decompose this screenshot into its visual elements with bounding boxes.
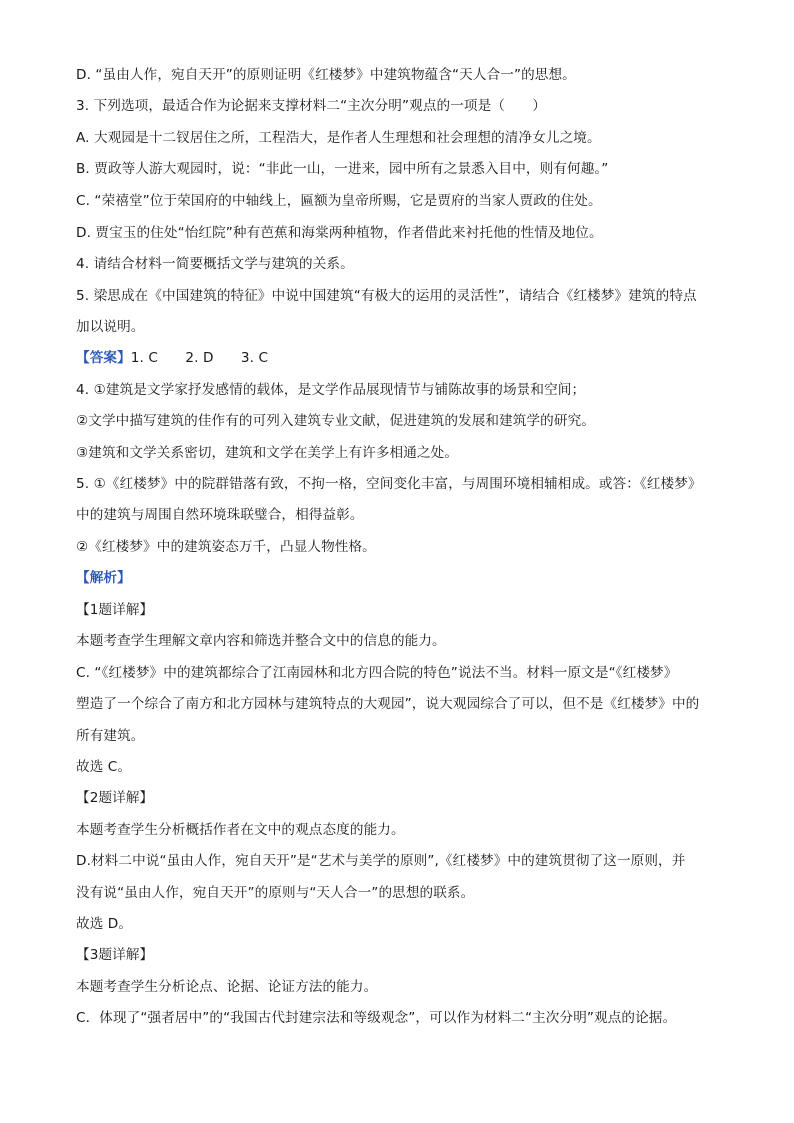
- option-c-q3: C. “荣禧堂”位于荣国府的中轴线上，匾额为皇帝所赐，它是贾府的当家人贾政的住处。: [76, 193, 602, 209]
- option-b-q3: B. 贾政等人游大观园时，说：“非此一山，一进来，园中所有之景悉入目中，则有何趣。”: [76, 161, 609, 177]
- detail-3-body-1: C．体现了“强者居中”的“我国古代封建宗法和等级观念”，可以作为材料二“主次分明”观点的论据。: [76, 1010, 677, 1026]
- option-d-q2: D. “虽由人作，宛自天开”的原则证明《红楼梦》中建筑物蕴含“天人合一”的思想。: [76, 67, 576, 83]
- detail-1-body-3: 所有建筑。: [76, 728, 145, 744]
- answer-tag: 【答案】: [76, 350, 131, 366]
- analysis-tag: 【解析】: [76, 570, 131, 586]
- detail-heading-2: 【2题详解】: [76, 790, 154, 806]
- answer-5-point-2: ②《红楼梦》中的建筑姿态万千，凸显人物性格。: [76, 539, 376, 555]
- analysis-line: [76, 568, 726, 588]
- detail-1-intro: 本题考查学生理解文章内容和筛选并整合文中的信息的能力。: [76, 633, 446, 649]
- answer-5-point-1-cont: 中的建筑与周围自然环境珠联璧合，相得益彰。: [76, 507, 364, 523]
- option-d-q3: D. 贾宝玉的住处“怡红院”种有芭蕉和海棠两种植物，作者借此来衬托他的性情及地位。: [76, 225, 603, 241]
- detail-heading-3: 【3题详解】: [76, 947, 154, 963]
- option-a-q3: A. 大观园是十二钗居住之所，工程浩大，是作者人生理想和社会理想的清净女儿之境。: [76, 130, 601, 146]
- detail-2-intro: 本题考查学生分析概括作者在文中的观点态度的能力。: [76, 822, 405, 838]
- answer-5-point-1: 5. ①《红楼梦》中的院群错落有致，不拘一格，空间变化丰富，与周围环境相辅相成。或答：《红楼梦》: [76, 476, 702, 492]
- detail-1-body-2: 塑造了一个综合了南方和北方园林与建筑特点的大观园”，说大观园综合了可以，但不是《红楼梦》中的: [76, 696, 700, 712]
- detail-2-conclusion: 故选 D。: [76, 916, 133, 932]
- answer-line: [76, 348, 726, 368]
- question-4: 4. 请结合材料一简要概括文学与建筑的关系。: [76, 256, 354, 272]
- question-3: 3. 下列选项，最适合作为论据来支撑材料二“主次分明”观点的一项是（ ）: [76, 98, 547, 114]
- answer-4-point-2: ②文学中描写建筑的佳作有的可列入建筑专业文献，促进建筑的发展和建筑学的研究。: [76, 413, 595, 429]
- detail-3-intro: 本题考查学生分析论点、论据、论证方法的能力。: [76, 979, 378, 995]
- detail-1-body-1: C. “《红楼梦》中的建筑都综合了江南园林和北方四合院的特色”说法不当。材料一原文是“《红楼梦》: [76, 665, 678, 681]
- answer-4-point-3: ③建筑和文学关系密切，建筑和文学在美学上有许多相通之处。: [76, 445, 459, 461]
- detail-1-conclusion: 故选 C。: [76, 759, 132, 775]
- question-5-cont: 加以说明。: [76, 319, 145, 335]
- answer-4-point-1: 4. ①建筑是文学家抒发感情的载体，是文学作品展现情节与铺陈故事的场景和空间；: [76, 382, 586, 398]
- answer-text: 1. C 2. D 3. C: [130, 350, 269, 366]
- question-5: 5. 梁思成在《中国建筑的特征》中说中国建筑“有极大的运用的灵活性”，请结合《红楼梦》建筑的特点: [76, 288, 697, 304]
- detail-2-body-1: D.材料二中说“虽由人作，宛自天开”是“艺术与美学的原则”,《红楼梦》中的建筑贯彻了这一原则，并: [76, 853, 686, 869]
- detail-heading-1: 【1题详解】: [76, 602, 154, 618]
- detail-2-body-2: 没有说“虽由人作，宛自天开”的原则与“天人合一”的思想的联系。: [76, 885, 475, 901]
